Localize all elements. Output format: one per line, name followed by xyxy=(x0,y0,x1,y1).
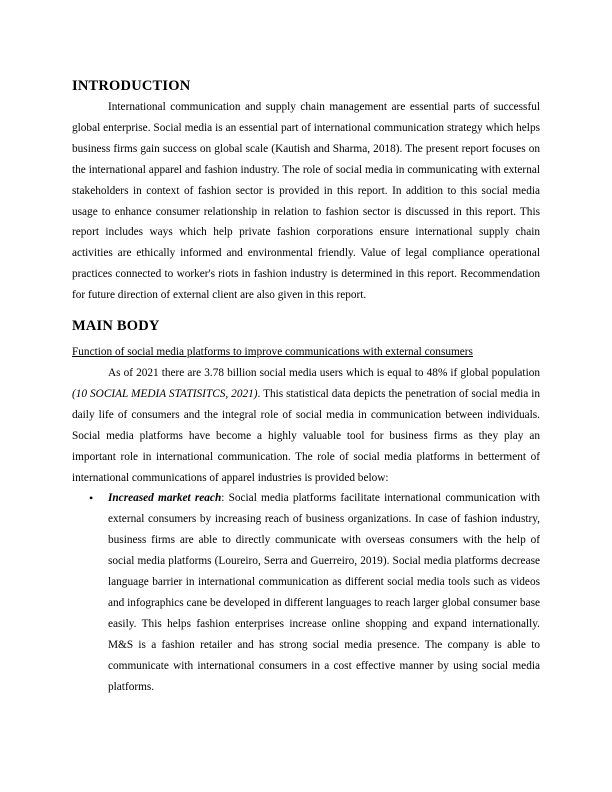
introduction-heading: INTRODUCTION xyxy=(72,78,191,94)
statistics-citation: (10 SOCIAL MEDIA STATISITCS, 2021) xyxy=(72,387,258,400)
bullet-term: Increased market reach xyxy=(108,492,222,505)
document-page xyxy=(72,76,540,697)
bullet-list xyxy=(72,488,540,697)
main-body-heading: MAIN BODY xyxy=(72,318,160,335)
section-subheading: Function of social media platforms to improve communications with external consumers xyxy=(72,346,473,359)
bullet-icon: • xyxy=(89,491,94,506)
statistics-paragraph-start: As of 2021 there are 3.78 billion social media users which is equal to 48% if global population xyxy=(108,366,540,379)
bullet-text: : Social media platforms facilitate international communication with external consumers by increasing reach of business organizations. In case of fashion industry, business firms are able to directly communicate with overseas consumers with the help of social media platforms (Loureiro, Serra and Guerreiro, 2019). Social media platforms decrease language barrier in international communication as different social media tools such as videos and infographics cane be developed in different languages to reach larger global consumer base easily. This helps fashion enterprises increase online shopping and expand internationally. M&S is a fashion retailer and has strong social media presence. The company is able to communicate with international consumers in a cost effective manner by using social media platforms. xyxy=(108,492,540,693)
list-item xyxy=(72,488,540,697)
statistics-paragraph xyxy=(72,363,540,488)
statistics-paragraph-end: . This statistical data depicts the penetration of social media in daily life of consumers and the integral role of social media in communication between individuals. Social media platforms have become a highly valuable tool for business firms as they play an important role in international communication. The role of social media platforms in betterment of international communications of apparel industries is provided below: xyxy=(72,387,540,484)
introduction-paragraph: International communication and supply chain management are essential parts of successful global enterprise. Social media is an essential part of international communication strategy which helps business firms gain success on global scale (Kautish and Sharma, 2018). The present report focuses on the international apparel and fashion industry. The role of social media in communicating with external stakeholders in context of fashion sector is provided in this report. In addition to this social media usage to enhance consumer relationship in relation to fashion sector is discussed in this report. This report includes ways which help private fashion corporations ensure international supply chain activities are ethically informed and environmental friendly. Value of legal compliance operational practices connected to worker's riots in fashion industry is determined in this report. Recommendation for future direction of external client are also given in this report. xyxy=(72,101,540,302)
